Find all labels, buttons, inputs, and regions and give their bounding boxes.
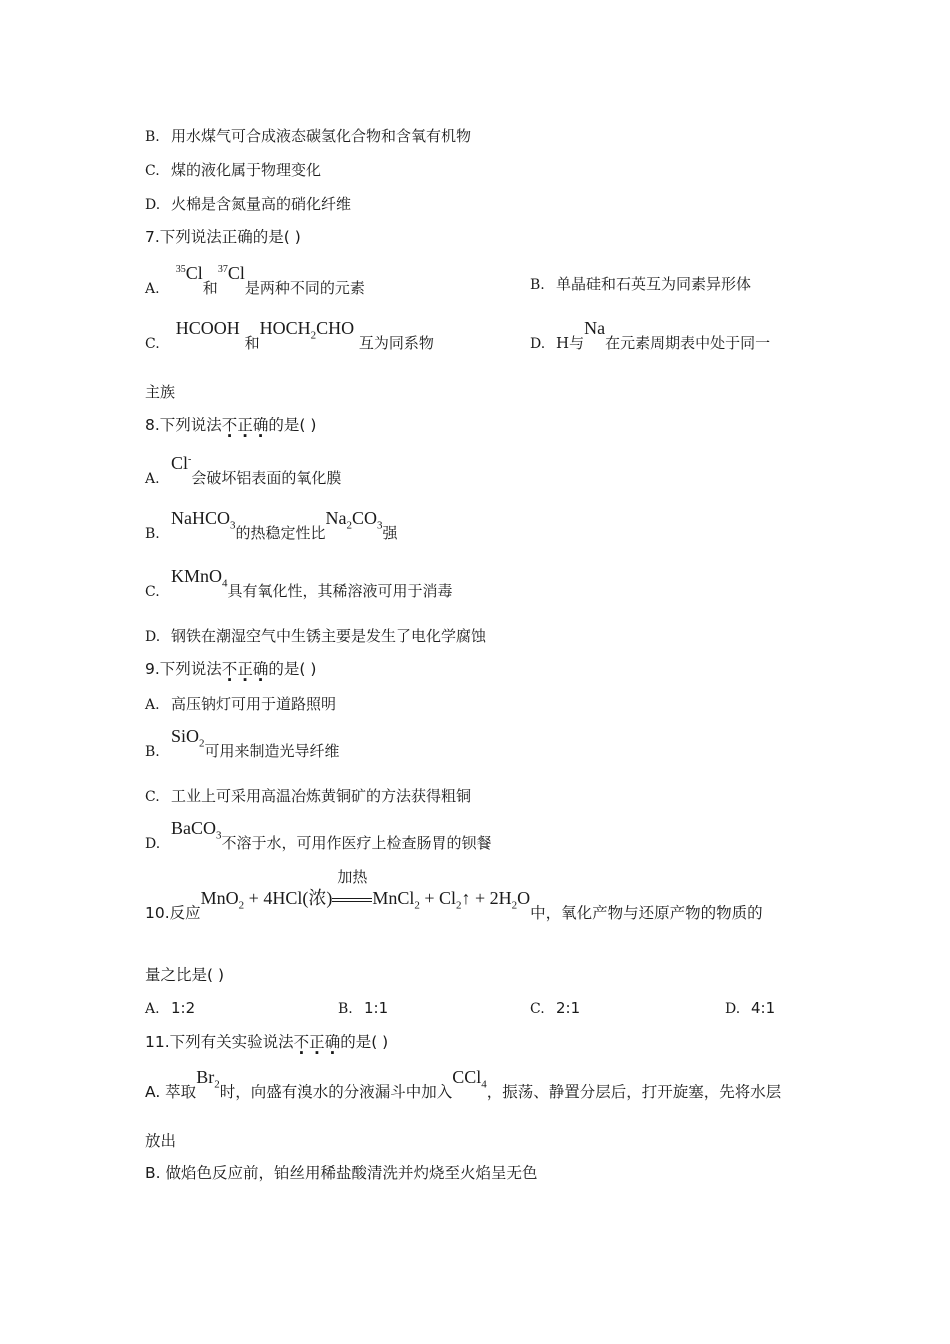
q6-option-d [145,194,351,215]
q7-stem: 7.下列说法正确的是( ) [145,228,301,246]
option-text: 用水煤气可合成液态碳氢化合物和含氧有机物 [171,127,472,145]
option-label: C. [145,584,160,600]
q11-stem: 11.下列有关实验说法不正确的是( ) [145,1033,389,1051]
q6-option-b [145,126,471,147]
q10-stem-wrap: 量之比是( ) [145,966,225,984]
option-label: C. [145,163,160,179]
option-label: B. [530,277,545,293]
option-label: B. [145,129,160,145]
q7-option-c: C. HCOOH 和$HOCH_2CHO$ 互为同系物 [145,318,434,352]
q9-option-c: C. 工业上可采用高温冶炼黄铜矿的方法获得粗铜 [145,787,472,805]
q11-option-a-wrap: 放出 [145,1132,177,1150]
option-label: D. [145,197,161,213]
option-label: D. [145,836,161,852]
q11-option-a: A. 萃取$Br_2$时，向盛有溴水的分液漏斗中加入CCl$_4$，振荡、静置分层后，打开旋塞，先将水层 [145,1067,782,1101]
q9-stem: 9.下列说法不正确的是( ) [145,660,317,678]
option-label: B. [145,744,160,760]
q8-option-a: A.Cl-会破坏铝表面的氧化膜 [145,453,342,487]
q8-option-c: C.KMnO$_4$具有氧化性，其稀溶液可用于消毒 [145,566,453,600]
q8-option-b: B.NaHCO$_3$的热稳定性比$Na_2CO_3$强 [145,508,398,542]
option-label: B. [145,526,160,542]
q7-option-d: D. H与Na在元素周期表中处于同一 [530,318,771,352]
reaction-equation: MnO$_2$ + 4HCl(浓) 加热 MnCl$_2$ + $Cl_2↑ + 2H_2O$ [200,870,531,912]
option-label: A. [145,697,160,713]
q10-option-a: A. 1:2 [145,999,196,1017]
isotope-1: $^{35}$Cl [175,263,203,283]
q10-stem: 10.反应MnO$_2$ + 4HCl(浓) 加热 MnCl$_2$ + $Cl_2↑ + 2H_2O$中，氧化产物与还原产物的物质的 [145,870,763,922]
q11-option-b: B. 做焰色反应前，铂丝用稀盐酸清洗并灼烧至火焰呈无色 [145,1164,538,1182]
option-label: A. [145,281,160,297]
q7-option-d-wrap: 主族 [145,383,176,401]
q8-option-d: D. 钢铁在潮湿空气中生锈主要是发生了电化学腐蚀 [145,627,487,645]
q10-option-d: D. 4:1 [725,999,776,1017]
q8-stem: 8.下列说法不正确的是( ) [145,416,317,434]
reaction-condition: 加热 [332,888,372,908]
option-label: D. [530,336,546,352]
q9-option-b: B.SiO$_2$可用来制造光导纤维 [145,726,340,760]
option-label: A. [145,471,160,487]
option-label: C. [145,789,160,805]
option-text: 煤的液化属于物理变化 [171,161,322,179]
isotope-2: $^{37}$Cl [217,263,245,283]
q7-option-b: B. 单晶硅和石英互为同素异形体 [530,275,752,293]
option-label: C. [145,336,160,352]
q10-option-c: C. 2:1 [530,999,581,1017]
q9-option-a: A. 高压钠灯可用于道路照明 [145,695,337,713]
q9-option-d: D.BaCO$_3$不溶于水，可用作医疗上检查肠胃的钡餐 [145,818,492,852]
option-label: D. [145,629,161,645]
q7-option-a: A. $^{35}$Cl和$^{37}$Cl是两种不同的元素 [145,263,365,297]
option-text: 火棉是含氮量高的硝化纤维 [171,195,352,213]
q6-option-c [145,160,321,181]
q10-option-b: B. 1:1 [338,999,389,1017]
